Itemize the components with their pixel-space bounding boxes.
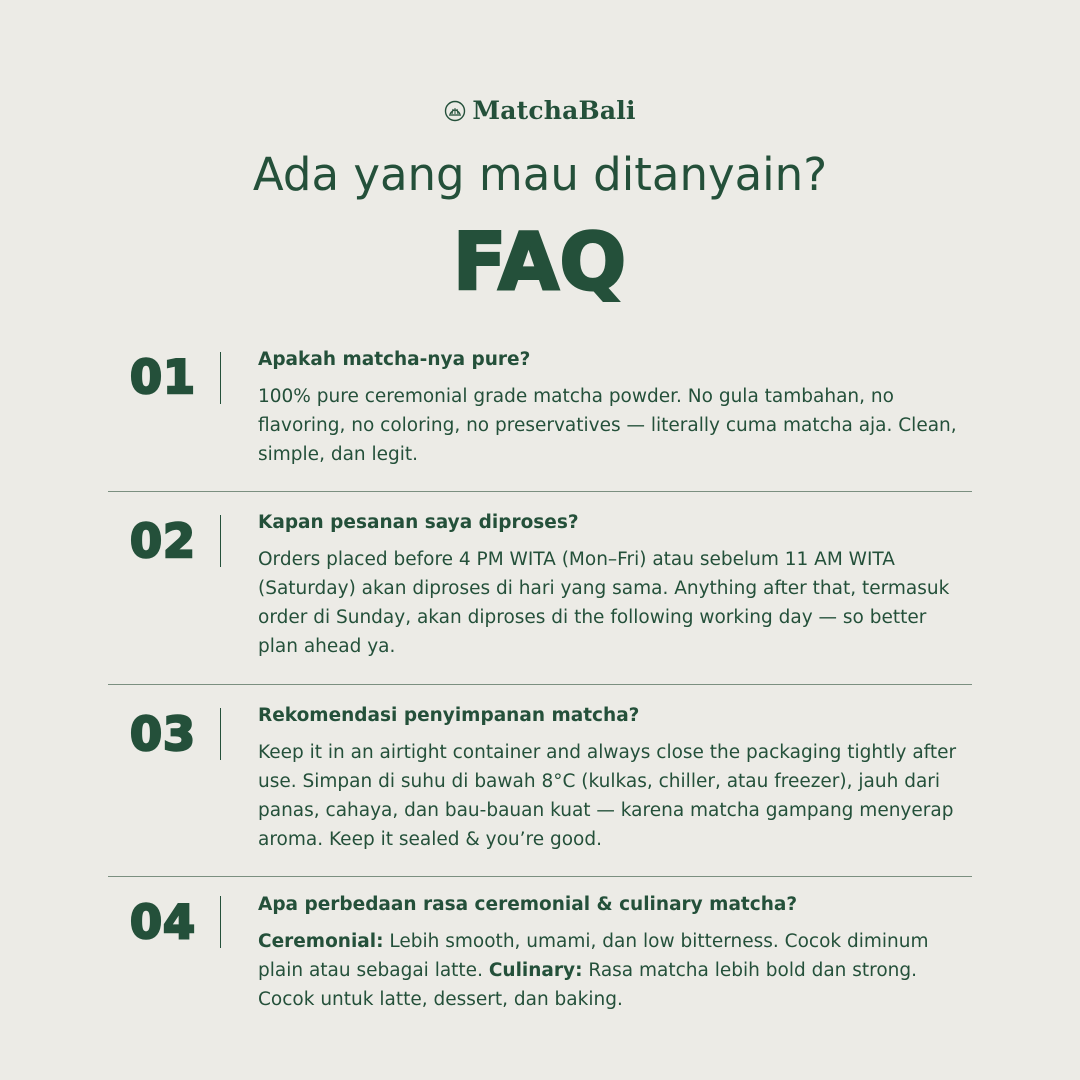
faq-vertical-divider — [220, 708, 221, 760]
faq-number: 04 — [129, 895, 196, 949]
faq-number: 01 — [129, 350, 196, 404]
faq-question: Apa perbedaan rasa ceremonial & culinary matcha? — [258, 894, 798, 915]
section-divider — [108, 876, 972, 877]
culinary-label: Culinary: — [488, 960, 583, 981]
faq-vertical-divider — [220, 352, 221, 404]
faq-answer: Keep it in an airtight container and always close the packaging tightly after use. Simpan di suhu di bawah 8°C (kulkas, chiller, atau freezer), jauh dari panas, cahaya, dan bau-bauan kuat — karena matcha gampang menyerap aroma. Keep it sealed & you’re good. — [258, 742, 957, 850]
faq-question: Rekomendasi penyimpanan matcha? — [258, 705, 640, 726]
faq-answer: Orders placed before 4 PM WITA (Mon–Fri) atau sebelum 11 AM WITA (Saturday) akan diproses di hari yang sama. Anything after that, termasuk order di Sunday, akan diproses di the following working day — so better plan ahead ya. — [258, 549, 950, 657]
faq-question: Kapan pesanan saya diproses? — [258, 512, 579, 533]
brand — [0, 96, 1080, 125]
brand-name: MatchaBali — [472, 96, 636, 125]
matcha-whisk-logo-icon — [444, 100, 466, 122]
faq-number: 02 — [129, 514, 196, 568]
section-divider — [108, 491, 972, 492]
culinary-text: Rasa matcha lebih bold dan strong. Cocok untuk latte, dessert, dan baking. — [258, 960, 918, 1010]
page-title: FAQ — [452, 218, 627, 308]
faq-answer: 100% pure ceremonial grade matcha powder. No gula tambahan, no flavoring, no coloring, no preservatives — literally cuma matcha aja. Clean, simple, dan legit. — [258, 386, 957, 465]
page-headline: Ada yang mau ditanyain? — [252, 148, 828, 201]
section-divider — [108, 684, 972, 685]
faq-question: Apakah matcha-nya pure? — [258, 349, 531, 370]
faq-answer — [258, 927, 958, 1014]
faq-vertical-divider — [220, 515, 221, 567]
ceremonial-label: Ceremonial: — [258, 931, 384, 952]
ceremonial-text: Lebih smooth, umami, dan low bitterness. Cocok diminum plain atau sebagai latte. — [258, 931, 929, 981]
faq-vertical-divider — [220, 896, 221, 948]
faq-number: 03 — [129, 707, 196, 761]
